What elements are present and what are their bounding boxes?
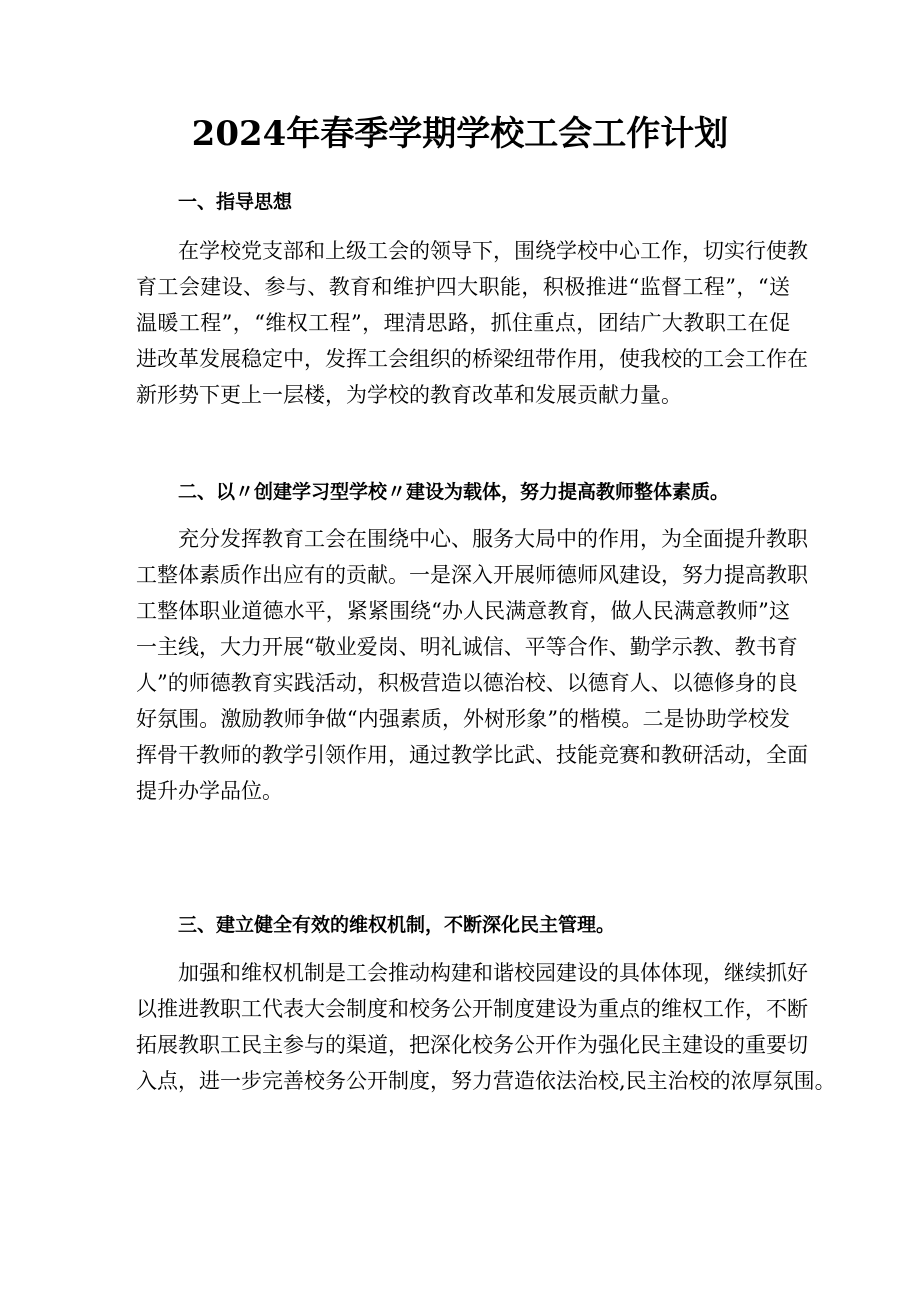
paragraph-line: 工整体素质作出应有的贡献。一是深入开展师德师风建设，努力提高教职	[136, 563, 808, 587]
paragraph-line: 一主线，大力开展“敬业爱岗、明礼诚信、平等合作、勤学示教、教书育	[136, 635, 798, 659]
document-title: 2024年春季学期学校工会工作计划	[191, 114, 729, 154]
paragraph-line: 人”的师德教育实践活动，积极营造以德治校、以德育人、以德修身的良	[136, 671, 798, 695]
paragraph-line: 入点，进一步完善校务公开制度，努力营造依法治校,民主治校的浓厚氛围。	[136, 1069, 836, 1093]
paragraph-line: 新形势下更上一层楼，为学校的教育改革和发展贡献力量。	[136, 383, 682, 407]
paragraph-line: 在学校党支部和上级工会的领导下，围绕学校中心工作，切实行使教	[178, 239, 808, 263]
paragraph-line: 进改革发展稳定中，发挥工会组织的桥梁纽带作用，使我校的工会工作在	[136, 347, 808, 371]
paragraph-line: 育工会建设、参与、教育和维护四大职能，积极推进“监督工程”，“送	[136, 275, 790, 299]
paragraph-line: 挥骨干教师的教学引领作用，通过教学比武、技能竞赛和教研活动，全面	[136, 743, 808, 767]
section-heading-1: 一、指导思想	[178, 191, 293, 213]
paragraph-line: 温暖工程”，“维权工程”，理清思路，抓住重点，团结广大教职工在促	[136, 311, 790, 335]
paragraph-line: 以推进教职工代表大会制度和校务公开制度建设为重点的维权工作，不断	[136, 997, 808, 1021]
section-paragraph-3	[136, 955, 836, 1099]
section-paragraph-1	[136, 233, 808, 413]
paragraph-line: 工整体职业道德水平，紧紧围绕“办人民满意教育，做人民满意教师”这	[136, 599, 790, 623]
section-paragraph-2	[136, 521, 808, 809]
section-heading-3: 三、建立健全有效的维权机制，不断深化民主管理。	[178, 914, 616, 936]
paragraph-line: 加强和维权机制是工会推动构建和谐校园建设的具体体现，继续抓好	[178, 961, 808, 985]
paragraph-line: 好氛围。激励教师争做“内强素质，外树形象”的楷模。二是协助学校发	[136, 707, 790, 731]
section-heading-2: 二、以〃创建学习型学校〃建设为载体，努力提高教师整体素质。	[178, 481, 730, 503]
paragraph-line: 充分发挥教育工会在围绕中心、服务大局中的作用，为全面提升教职	[178, 527, 808, 551]
paragraph-line: 拓展教职工民主参与的渠道，把深化校务公开作为强化民主建设的重要切	[136, 1033, 808, 1057]
paragraph-line: 提升办学品位。	[136, 779, 283, 803]
